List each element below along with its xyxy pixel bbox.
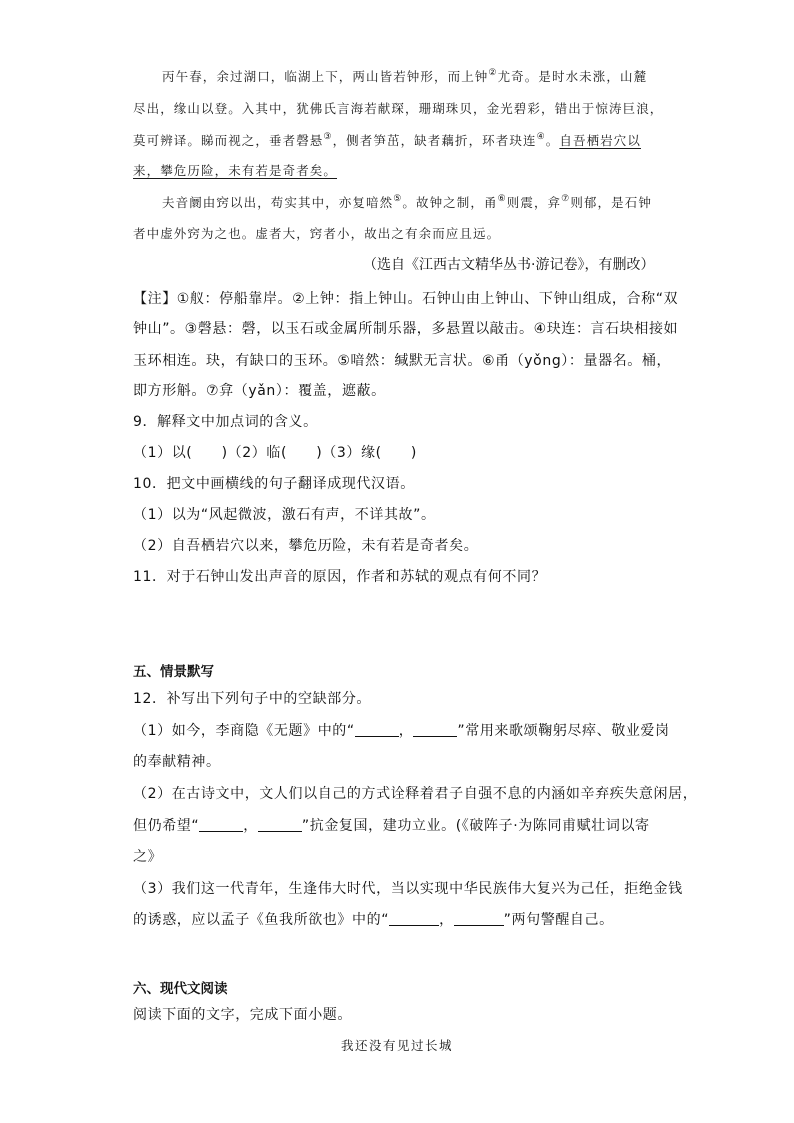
passage-line: 夫音阛由窍以出，苟实其中，亦复喑然⑤。故钟之制，甬⑥则震，弇⑦则郁，是石钟 (162, 194, 652, 210)
passage-line: 者中虚外窍为之也。虚者大，窍者小，故出之有余而应且远。 (133, 226, 501, 241)
fill-in-item: 的诱惑，应以孟子《鱼我所欲也》中的“ ， ”两句警醒自己。 (133, 912, 614, 928)
question-11-title: 11．对于石钟山发出声音的原因，作者和苏轼的观点有何不同？ (133, 569, 547, 585)
fill-in-item: （2）在古诗文中，文人们以自己的方式诠释着君子自强不息的内涵如辛弃疾失意闲居， (133, 786, 698, 802)
passage-line: 尽出，缘山以登。入其中，犹佛氏言海若献琛，珊瑚珠贝，金光碧彩，错出于惊涛巨浪， (133, 101, 664, 116)
story-title: 我还没有见过长城 (341, 1038, 454, 1053)
answer-blank[interactable] (258, 817, 302, 832)
answer-blank[interactable] (413, 722, 457, 737)
answer-blank[interactable] (355, 722, 399, 737)
fill-in-item: （3）我们这一代青年，生逢伟大时代，当以实现中华民族伟大复兴为己任，拒绝金钱 (133, 881, 683, 897)
notes-line: 【注】①舣：停船靠岸。②上钟：指上钟山。石钟山由上钟山、下钟山组成，合称“双 (133, 291, 679, 307)
passage-line (133, 161, 337, 181)
passage-line: 丙午春，余过湖口，临湖上下，两山皆若钟形，而上钟②尤奇。是时水未涨，山麓 (162, 68, 648, 84)
notes-line: 钟山”。③磬悬：磬，以玉石或金属所制乐器，多悬置以敲击。④玦连：言石块相接如 (133, 321, 679, 337)
answer-blank[interactable] (389, 911, 439, 926)
reading-instruction: 阅读下面的文字，完成下面小题。 (133, 1007, 352, 1023)
fill-in-item: 的奉献精神。 (133, 754, 221, 770)
notes-line: 玉环相连。玦，有缺口的玉环。⑤喑然：缄默无言状。⑥甬（yǒng）：量器名。桶， (133, 353, 672, 369)
question-12-title: 12．补写出下列句子中的空缺部分。 (133, 691, 372, 707)
fill-in-item: 但仍希望“ ， ”抗金复国，建功立业。(《破阵子·为陈同甫赋壮词以寄 (133, 818, 650, 834)
question-10-item: （1）以为“风起微波，激石有声，不详其故”。 (133, 507, 436, 523)
fill-in-item: 之》 (133, 849, 163, 865)
answer-blank[interactable] (199, 817, 243, 832)
question-10-title: 10．把文中画横线的句子翻译成现代汉语。 (133, 476, 415, 492)
underlined-sentence: 来，攀危历险，未有若是奇者矣。 (133, 163, 338, 178)
section-heading: 六、现代文阅读 (133, 981, 228, 997)
section-heading: 五、情景默写 (133, 664, 214, 680)
answer-blank[interactable] (454, 911, 504, 926)
notes-line: 即方形斛。⑦弇（yǎn）：覆盖，遮蔽。 (133, 383, 386, 399)
fill-in-item: （1）如今，李商隐《无题》中的“ ， ”常用来歌颂鞠躬尽瘁、敬业爱岗 (133, 723, 670, 739)
question-9-blanks: （1）以( )（2）临( )（3）缘( ) (133, 445, 417, 461)
passage-source: （选自《江西古文精华丛书·游记卷》，有删改） (363, 257, 655, 273)
underlined-sentence: 自吾栖岩穴以 (559, 133, 641, 148)
passage-line: 莫可辨译。睇而视之，垂者磬悬③，侧者笋茁，缺者藕折，环者玦连④。自吾栖岩穴以 (133, 132, 641, 148)
question-9-title: 9．解释文中加点词的含义。 (133, 414, 318, 430)
question-10-item: （2）自吾栖岩穴以来，攀危历险，未有若是奇者矣。 (133, 538, 479, 554)
